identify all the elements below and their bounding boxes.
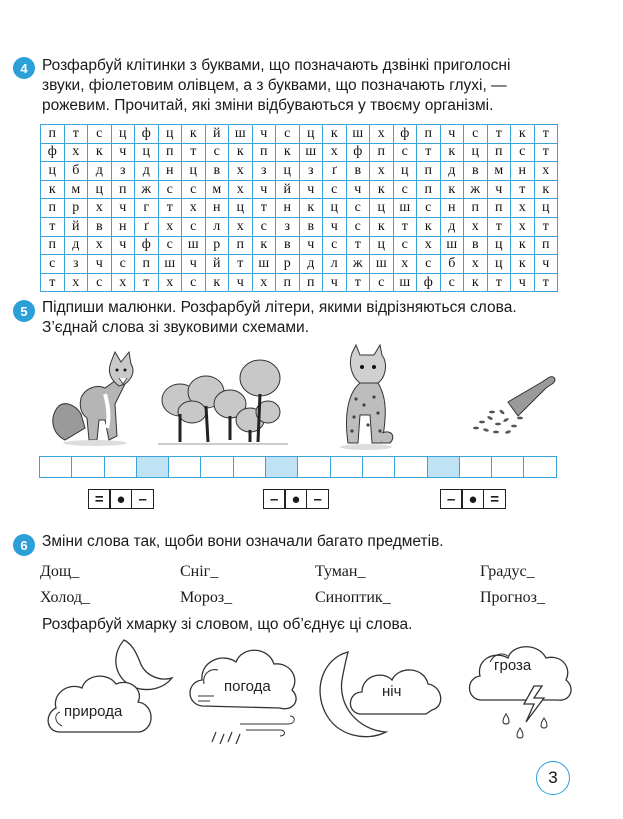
task-4-line-3: рожевим. Прочитай, які зміни відбуваються у твоєму організмі. (42, 97, 494, 114)
grid-cell[interactable]: ц (370, 199, 394, 218)
grid-cell[interactable]: с (158, 236, 182, 255)
grid-cell[interactable]: к (440, 180, 464, 199)
grid-cell[interactable]: с (464, 125, 488, 144)
grid-cell[interactable]: ч (182, 255, 206, 274)
grid-cell[interactable]: ч (511, 273, 535, 292)
grid-cell[interactable]: к (299, 199, 323, 218)
grid-cell[interactable]: х (88, 199, 112, 218)
grid-cell[interactable]: т (229, 255, 253, 274)
grid-cell[interactable]: с (346, 217, 370, 236)
grid-cell[interactable]: к (229, 143, 253, 162)
grid-cell[interactable]: б (440, 255, 464, 274)
task-6-badge: 6 (13, 534, 35, 556)
grid-cell[interactable]: к (440, 143, 464, 162)
grid-cell[interactable]: т (41, 273, 65, 292)
grid-cell[interactable]: п (158, 143, 182, 162)
scheme-cell: = (483, 489, 506, 509)
grid-cell[interactable]: з (276, 217, 300, 236)
grid-cell[interactable]: х (88, 236, 112, 255)
sound-scheme[interactable] (264, 489, 329, 509)
grid-cell[interactable]: ц (534, 199, 558, 218)
grid-cell[interactable]: д (440, 162, 464, 181)
grid-cell[interactable]: ф (393, 125, 417, 144)
grid-cell[interactable]: х (393, 255, 417, 274)
grid-cell[interactable]: д (88, 162, 112, 181)
letter-box[interactable] (523, 456, 556, 478)
letter-box[interactable] (71, 456, 104, 478)
task-5-line-1: Підпиши малюнки. Розфарбуй літери, якими відрізняються слова. (42, 299, 517, 316)
grid-cell[interactable]: ш (229, 125, 253, 144)
grid-cell[interactable]: т (346, 273, 370, 292)
letter-box[interactable] (297, 456, 330, 478)
grid-cell[interactable]: ч (252, 125, 276, 144)
grid-cell[interactable]: х (158, 273, 182, 292)
grid-cell[interactable]: в (464, 236, 488, 255)
grid-row (41, 217, 558, 236)
grid-cell[interactable]: ц (487, 255, 511, 274)
grid-cell[interactable]: б (64, 162, 88, 181)
grid-cell[interactable]: к (511, 125, 535, 144)
letter-box[interactable] (233, 456, 266, 478)
grid-cell[interactable]: к (252, 236, 276, 255)
grid-cell[interactable]: т (393, 217, 417, 236)
grid-cell[interactable]: ц (393, 162, 417, 181)
grid-cell[interactable]: ш (158, 255, 182, 274)
grid-cell[interactable]: ш (393, 273, 417, 292)
letter-box[interactable] (265, 456, 298, 478)
grid-cell[interactable]: п (299, 273, 323, 292)
letter-box[interactable] (362, 456, 395, 478)
grid-cell[interactable]: ш (393, 199, 417, 218)
grid-cell[interactable]: х (64, 273, 88, 292)
grid-cell[interactable]: ч (487, 180, 511, 199)
grid-cell[interactable]: т (534, 217, 558, 236)
grid-cell[interactable]: х (370, 162, 394, 181)
grid-cell[interactable]: х (111, 273, 135, 292)
grid-cell[interactable]: с (346, 199, 370, 218)
grid-cell[interactable]: ц (88, 180, 112, 199)
grid-cell[interactable]: д (135, 162, 159, 181)
grid-cell[interactable]: н (205, 199, 229, 218)
grid-cell[interactable]: д (440, 217, 464, 236)
grid-cell[interactable]: ґ (135, 217, 159, 236)
cloud-label-weather: погода (224, 678, 271, 695)
grid-cell[interactable]: т (487, 125, 511, 144)
grid-cell[interactable]: ч (111, 236, 135, 255)
scheme-cell: ● (109, 489, 132, 509)
trees-icon (158, 356, 288, 448)
cloud-storm-icon (466, 638, 576, 750)
grid-cell[interactable]: ч (346, 180, 370, 199)
grid-cell[interactable]: т (135, 273, 159, 292)
task-6-instruction: Зміни слова так, щоби вони означали багато предметів. (42, 533, 444, 550)
grid-cell[interactable]: х (417, 236, 441, 255)
task-6-instruction-2: Розфарбуй хмарку зі словом, що об’єднує ці слова. (42, 616, 413, 633)
scheme-cell: – (440, 489, 463, 509)
grid-cell[interactable]: т (41, 217, 65, 236)
grid-cell[interactable]: т (64, 125, 88, 144)
grid-cell[interactable]: х (323, 143, 347, 162)
grid-cell[interactable]: т (487, 273, 511, 292)
grid-cell[interactable]: с (182, 180, 206, 199)
grid-cell[interactable]: ф (135, 125, 159, 144)
grid-cell[interactable]: т (417, 143, 441, 162)
grid-cell[interactable]: х (182, 199, 206, 218)
grid-cell[interactable]: п (534, 236, 558, 255)
grid-cell[interactable]: ч (534, 255, 558, 274)
grid-cell[interactable]: с (440, 273, 464, 292)
grid-cell[interactable]: н (111, 217, 135, 236)
grid-cell[interactable]: з (299, 162, 323, 181)
grid-cell[interactable]: ц (41, 162, 65, 181)
grid-row (41, 199, 558, 218)
grid-cell[interactable]: к (511, 236, 535, 255)
grid-cell[interactable]: м (487, 162, 511, 181)
grid-cell[interactable]: й (276, 180, 300, 199)
grid-cell[interactable]: с (41, 255, 65, 274)
grid-cell[interactable]: в (346, 162, 370, 181)
grid-cell[interactable]: х (64, 143, 88, 162)
grid-cell[interactable]: ґ (323, 162, 347, 181)
grid-cell[interactable]: с (88, 125, 112, 144)
task-5-line-2: З’єднай слова зі звуковими схемами. (42, 319, 310, 336)
cloud-label-nature: природа (64, 703, 123, 720)
grid-cell[interactable]: ц (299, 125, 323, 144)
grid-cell[interactable]: й (64, 217, 88, 236)
grid-cell[interactable]: ш (252, 255, 276, 274)
grid-cell[interactable]: х (158, 217, 182, 236)
grid-cell[interactable]: с (417, 255, 441, 274)
grid-cell[interactable]: с (393, 236, 417, 255)
grid-cell[interactable]: ф (346, 143, 370, 162)
word-hradus: Градус_ (480, 563, 535, 580)
grid-cell[interactable]: ш (440, 236, 464, 255)
grid-cell[interactable]: й (205, 125, 229, 144)
grid-cell[interactable]: т (158, 199, 182, 218)
letter-box[interactable] (168, 456, 201, 478)
word-dosch: Дощ_ (40, 563, 80, 580)
word-synoptyk: Синоптик_ (315, 589, 391, 606)
letter-box[interactable] (136, 456, 169, 478)
grid-cell[interactable]: ц (464, 143, 488, 162)
grid-cell[interactable]: з (64, 255, 88, 274)
word-tuman: Туман_ (315, 563, 366, 580)
letter-box[interactable] (459, 456, 492, 478)
grid-cell[interactable]: ц (111, 125, 135, 144)
grid-cell[interactable]: с (88, 273, 112, 292)
task-4-line-2: звуки, фіолетовим олівцем, а з буквами, що позначають глухі, — (42, 77, 507, 94)
grid-cell[interactable]: к (182, 125, 206, 144)
grid-cell[interactable]: к (370, 180, 394, 199)
grid-cell[interactable]: с (370, 273, 394, 292)
grid-cell[interactable]: з (252, 162, 276, 181)
grid-cell[interactable]: ч (111, 199, 135, 218)
letter-box[interactable] (427, 456, 460, 478)
letter-grid (40, 124, 558, 292)
grid-cell[interactable]: т (252, 199, 276, 218)
cloud-label-storm: гроза (494, 657, 532, 674)
grid-cell[interactable]: н (511, 162, 535, 181)
grid-cell[interactable]: р (276, 255, 300, 274)
task-5-badge: 5 (13, 300, 35, 322)
letter-box[interactable] (394, 456, 427, 478)
grid-cell[interactable]: т (487, 217, 511, 236)
grid-cell[interactable]: ц (229, 199, 253, 218)
grid-cell[interactable]: с (276, 125, 300, 144)
scheme-cell: ● (461, 489, 484, 509)
grid-cell[interactable]: х (370, 125, 394, 144)
task-4-badge: 4 (13, 57, 35, 79)
grid-cell[interactable]: х (511, 217, 535, 236)
grid-cell[interactable]: х (229, 217, 253, 236)
grid-cell[interactable]: ш (299, 143, 323, 162)
grid-cell[interactable]: т (534, 143, 558, 162)
grid-cell[interactable]: н (158, 162, 182, 181)
grid-cell[interactable]: т (534, 125, 558, 144)
lynx-icon (330, 343, 410, 451)
grid-cell[interactable]: ц (182, 162, 206, 181)
scheme-cell: = (88, 489, 111, 509)
grid-cell[interactable]: т (511, 180, 535, 199)
grid-cell[interactable]: п (252, 143, 276, 162)
letter-box[interactable] (330, 456, 363, 478)
grid-cell[interactable]: х (534, 162, 558, 181)
grid-cell[interactable]: п (41, 125, 65, 144)
grid-cell[interactable]: п (41, 236, 65, 255)
grid-cell[interactable]: к (464, 273, 488, 292)
grid-cell[interactable]: п (487, 199, 511, 218)
sound-scheme[interactable] (441, 489, 506, 509)
grid-cell[interactable]: к (534, 180, 558, 199)
grid-cell[interactable]: т (182, 143, 206, 162)
grid-cell[interactable]: в (205, 162, 229, 181)
grid-cell[interactable]: х (511, 199, 535, 218)
scheme-cell: – (131, 489, 154, 509)
grid-cell[interactable]: к (323, 125, 347, 144)
grid-cell[interactable]: ц (158, 125, 182, 144)
grid-cell[interactable]: п (417, 125, 441, 144)
grid-cell[interactable]: р (64, 199, 88, 218)
grid-row (41, 162, 558, 181)
letter-box[interactable] (39, 456, 72, 478)
grid-cell[interactable]: с (158, 180, 182, 199)
grid-cell[interactable]: д (299, 255, 323, 274)
cloud-label-night: ніч (382, 683, 402, 700)
grid-cell[interactable]: з (111, 162, 135, 181)
grid-cell[interactable]: ф (135, 236, 159, 255)
grid-cell[interactable]: ф (41, 143, 65, 162)
fox-icon (45, 348, 150, 448)
grid-cell[interactable]: х (229, 162, 253, 181)
grid-cell[interactable]: с (323, 236, 347, 255)
grid-cell[interactable]: н (440, 199, 464, 218)
grid-cell[interactable]: ц (487, 236, 511, 255)
grid-cell[interactable]: ц (323, 199, 347, 218)
grid-cell[interactable]: п (417, 162, 441, 181)
grid-cell[interactable]: м (64, 180, 88, 199)
grid-cell[interactable]: ч (252, 180, 276, 199)
grid-cell[interactable]: п (464, 199, 488, 218)
grid-cell[interactable]: к (276, 143, 300, 162)
grid-cell[interactable]: к (205, 273, 229, 292)
seeds-scoop-icon (462, 372, 562, 442)
grid-cell[interactable]: ж (135, 180, 159, 199)
letter-box[interactable] (491, 456, 524, 478)
grid-cell[interactable]: ц (370, 236, 394, 255)
grid-cell[interactable]: п (370, 143, 394, 162)
grid-row (41, 255, 558, 274)
grid-cell[interactable]: к (41, 180, 65, 199)
cloud-nature-icon (40, 636, 180, 746)
grid-cell[interactable]: л (323, 255, 347, 274)
grid-cell[interactable]: с (182, 273, 206, 292)
grid-cell[interactable]: к (370, 217, 394, 236)
grid-cell[interactable]: ш (346, 125, 370, 144)
grid-cell[interactable]: с (511, 143, 535, 162)
grid-cell[interactable]: в (299, 217, 323, 236)
grid-cell[interactable]: м (205, 180, 229, 199)
word-snih: Сніг_ (180, 563, 219, 580)
grid-cell[interactable]: п (487, 143, 511, 162)
grid-cell[interactable]: х (252, 273, 276, 292)
scheme-cell: ● (284, 489, 307, 509)
grid-row (41, 125, 558, 144)
grid-cell[interactable]: с (417, 199, 441, 218)
grid-cell[interactable]: ч (229, 273, 253, 292)
grid-cell[interactable]: р (205, 236, 229, 255)
word-moroz: Мороз_ (180, 589, 233, 606)
task-4-line-1: Розфарбуй клітинки з буквами, що позначають дзвінкі приголосні (42, 57, 511, 74)
grid-cell[interactable]: ч (88, 255, 112, 274)
grid-cell[interactable]: д (64, 236, 88, 255)
grid-cell[interactable]: с (393, 180, 417, 199)
grid-cell[interactable]: ч (299, 180, 323, 199)
task-4-instruction (42, 56, 510, 116)
grid-cell[interactable]: с (205, 143, 229, 162)
grid-row (41, 143, 558, 162)
grid-row (41, 273, 558, 292)
grid-cell[interactable]: с (111, 255, 135, 274)
grid-cell[interactable]: п (276, 273, 300, 292)
grid-cell[interactable]: х (464, 255, 488, 274)
grid-cell[interactable]: х (229, 180, 253, 199)
grid-cell[interactable]: п (417, 180, 441, 199)
letter-boxes-row (40, 456, 557, 478)
grid-cell[interactable]: к (417, 217, 441, 236)
grid-cell[interactable]: ж (464, 180, 488, 199)
grid-cell[interactable]: ч (111, 143, 135, 162)
word-prohnoz: Прогноз_ (480, 589, 545, 606)
letter-box[interactable] (200, 456, 233, 478)
grid-cell[interactable]: ш (182, 236, 206, 255)
grid-cell[interactable]: й (205, 255, 229, 274)
grid-cell[interactable]: х (464, 217, 488, 236)
grid-cell[interactable]: ц (276, 162, 300, 181)
task-5-instruction (42, 298, 517, 338)
grid-cell[interactable]: п (135, 255, 159, 274)
grid-cell[interactable]: т (346, 236, 370, 255)
word-kholod: Холод_ (40, 589, 90, 606)
grid-cell[interactable]: с (252, 217, 276, 236)
grid-cell[interactable]: ц (135, 143, 159, 162)
grid-cell[interactable]: к (88, 143, 112, 162)
grid-cell[interactable]: в (88, 217, 112, 236)
grid-cell[interactable]: л (205, 217, 229, 236)
letter-box[interactable] (104, 456, 137, 478)
grid-cell[interactable]: в (464, 162, 488, 181)
grid-cell[interactable]: с (323, 180, 347, 199)
grid-cell[interactable]: с (393, 143, 417, 162)
grid-row (41, 180, 558, 199)
grid-cell[interactable]: г (135, 199, 159, 218)
page-number: 3 (536, 761, 570, 795)
grid-cell[interactable]: к (511, 255, 535, 274)
grid-cell[interactable]: ш (370, 255, 394, 274)
grid-row (41, 236, 558, 255)
grid-cell[interactable]: н (276, 199, 300, 218)
scheme-cell: – (306, 489, 329, 509)
grid-cell[interactable]: ч (299, 236, 323, 255)
sound-scheme[interactable] (89, 489, 154, 509)
grid-cell[interactable]: ч (323, 273, 347, 292)
grid-cell[interactable]: т (534, 273, 558, 292)
grid-cell[interactable]: ч (440, 125, 464, 144)
grid-cell[interactable]: в (276, 236, 300, 255)
grid-cell[interactable]: п (229, 236, 253, 255)
grid-cell[interactable]: ж (346, 255, 370, 274)
grid-cell[interactable]: с (182, 217, 206, 236)
grid-cell[interactable]: п (41, 199, 65, 218)
scheme-cell: – (263, 489, 286, 509)
grid-cell[interactable]: п (111, 180, 135, 199)
grid-cell[interactable]: ф (417, 273, 441, 292)
grid-cell[interactable]: ч (323, 217, 347, 236)
